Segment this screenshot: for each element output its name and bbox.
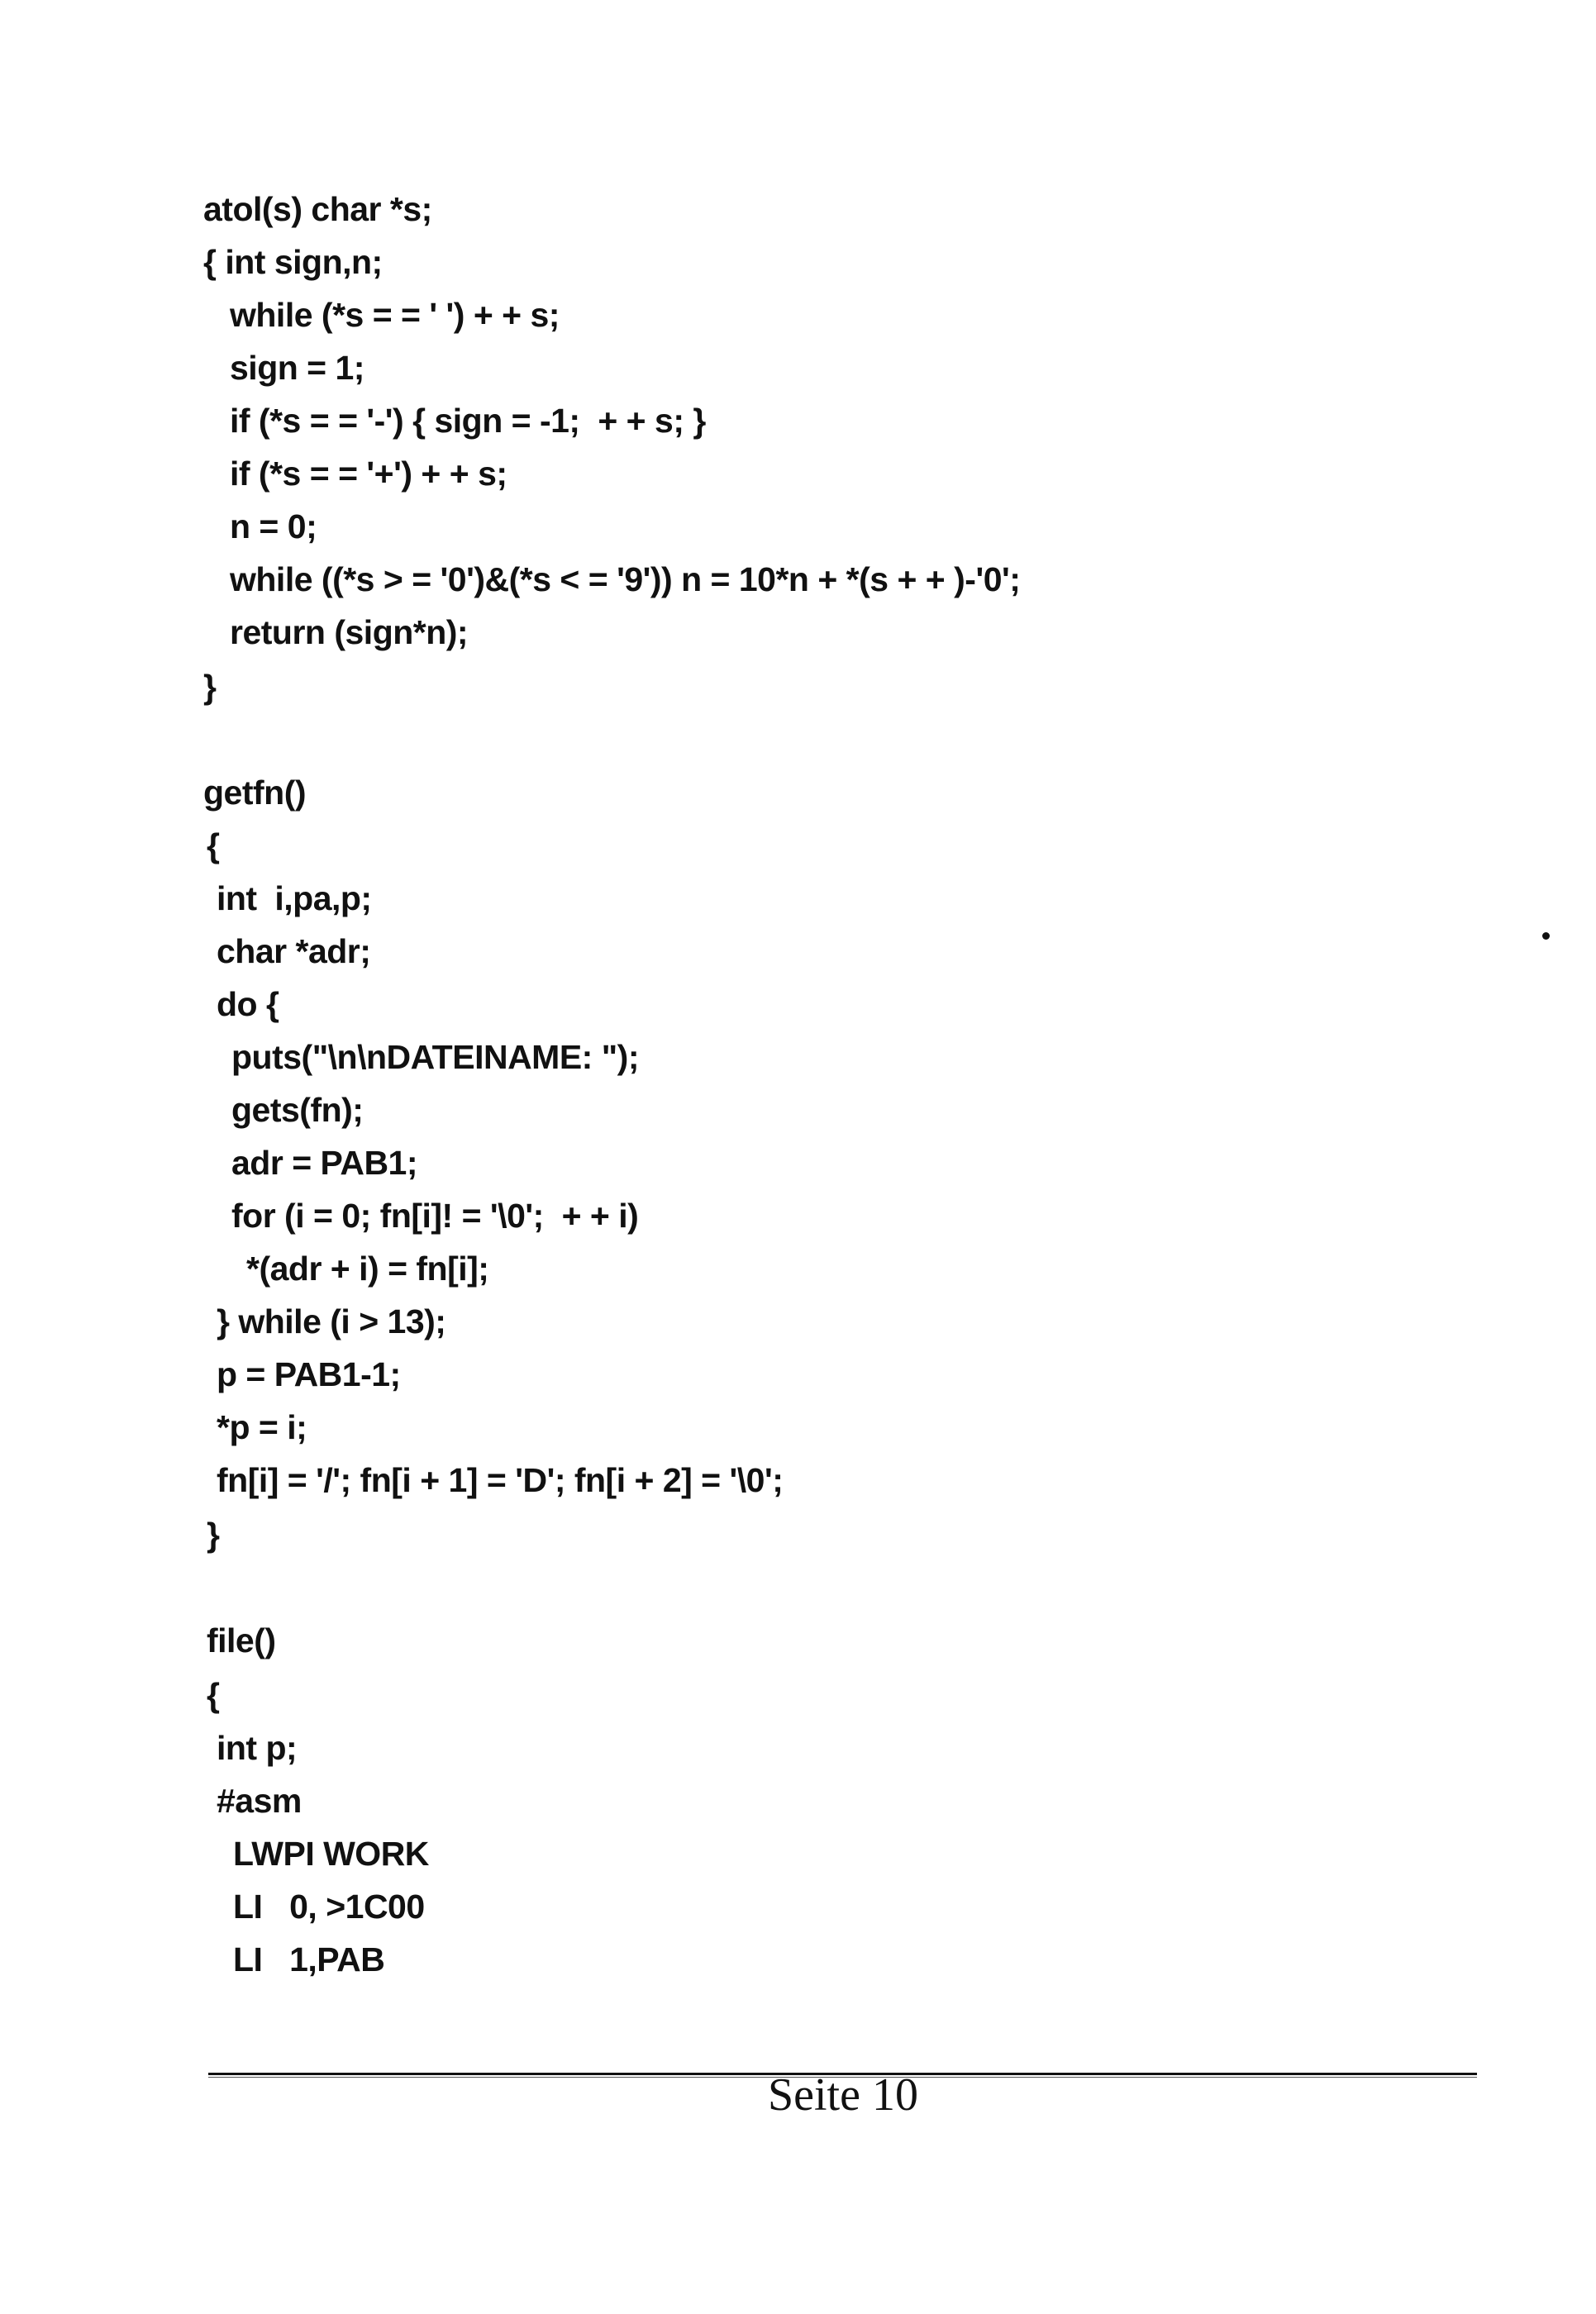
code-line: int p; [217, 1729, 298, 1767]
scan-speck [1542, 932, 1550, 940]
code-line: *p = i; [217, 1408, 307, 1446]
code-line: do { [217, 985, 279, 1023]
code-line: } [207, 1516, 220, 1554]
code-line: puts("\n\nDATEINAME: "); [231, 1038, 639, 1076]
code-line: getfn() [203, 774, 307, 812]
code-line: sign = 1; [230, 349, 364, 387]
code-line: { int sign,n; [203, 243, 383, 281]
code-line: *(adr + i) = fn[i]; [246, 1250, 489, 1288]
code-line: p = PAB1-1; [217, 1355, 401, 1393]
code-line: { [207, 826, 220, 864]
code-line: if (*s = = '+') + + s; [230, 455, 507, 493]
code-line: while (*s = = ' ') + + s; [230, 296, 560, 334]
code-line: if (*s = = '-') { sign = -1; + + s; } [230, 402, 706, 440]
code-line: #asm [217, 1782, 302, 1820]
code-line: atol(s) char *s; [203, 190, 432, 228]
code-line: for (i = 0; fn[i]! = '\0'; + + i) [231, 1197, 639, 1235]
code-line: } [203, 668, 217, 706]
code-line: int i,pa,p; [217, 879, 372, 917]
code-line: while ((*s > = '0')&(*s < = '9')) n = 10*n + *(s + + )-'0'; [230, 560, 1021, 598]
code-line: LI 0, >1C00 [233, 1888, 425, 1926]
code-line: } while (i > 13); [217, 1302, 446, 1340]
page-number: Seite 10 [768, 2069, 918, 2121]
code-line: adr = PAB1; [231, 1144, 418, 1182]
code-line: fn[i] = '/'; fn[i + 1] = 'D'; fn[i + 2] = '\0'; [217, 1461, 784, 1499]
code-line: LWPI WORK [233, 1835, 429, 1873]
code-line: return (sign*n); [230, 613, 469, 651]
code-line: gets(fn); [231, 1091, 364, 1129]
code-line: n = 0; [230, 507, 317, 545]
code-line: char *adr; [217, 932, 371, 970]
code-line: LI 1,PAB [233, 1940, 385, 1978]
code-line: file() [207, 1621, 276, 1659]
code-line: { [207, 1676, 220, 1714]
